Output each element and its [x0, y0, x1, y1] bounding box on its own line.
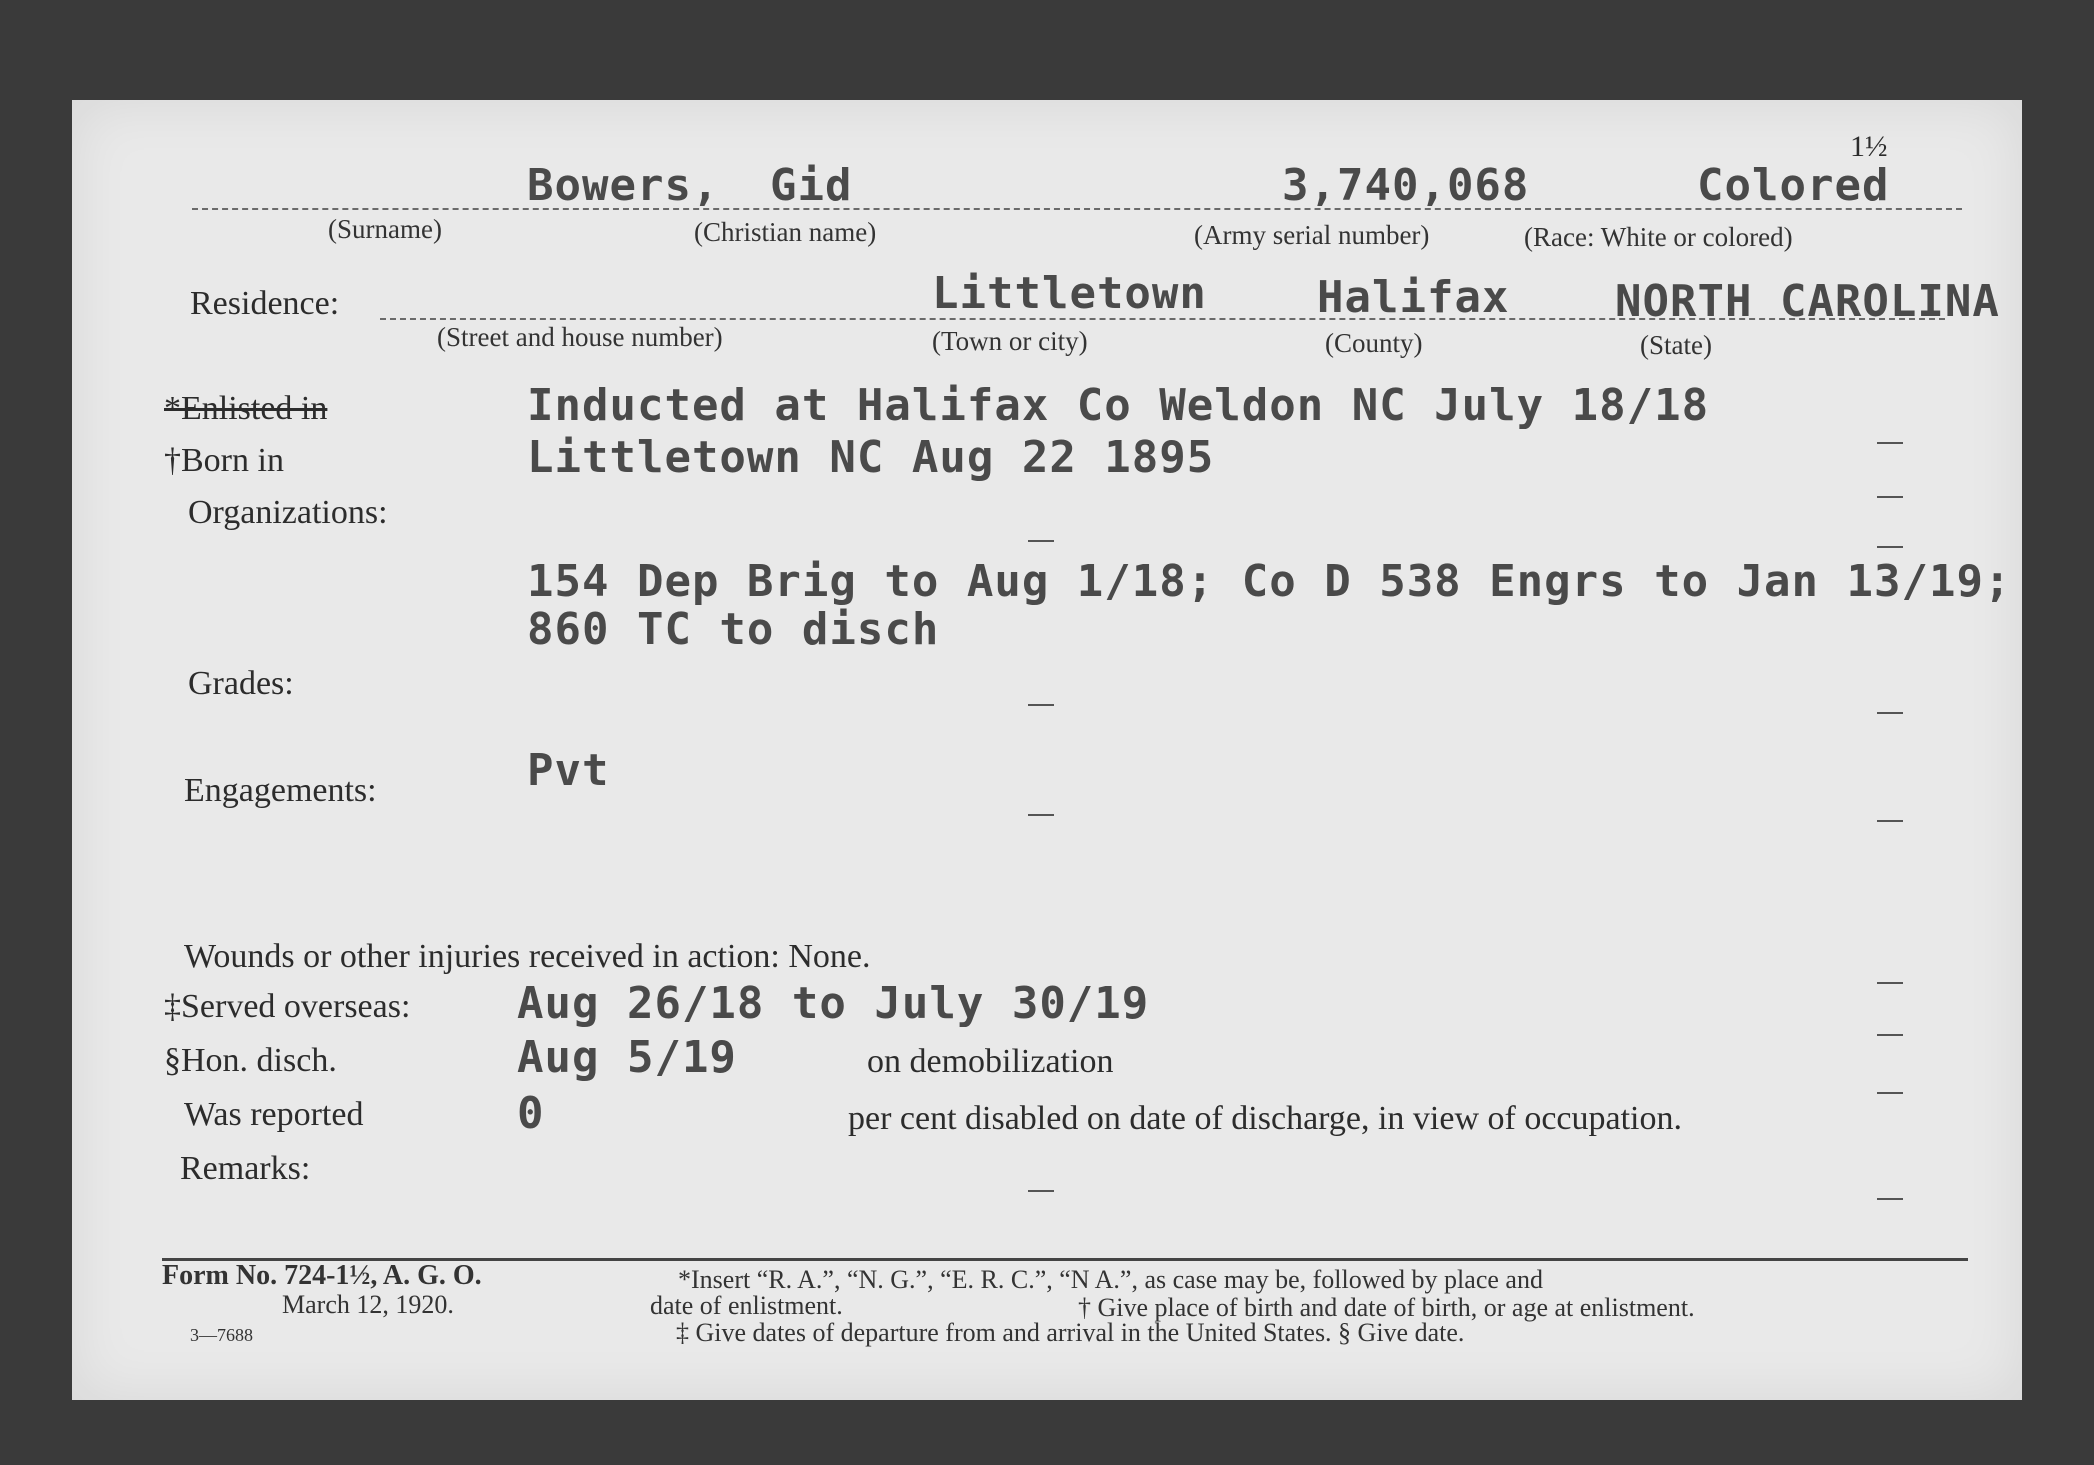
- residence-label: Residence:: [190, 285, 340, 322]
- county-caption: (County): [1325, 328, 1423, 358]
- organizations-end-dash: [1877, 546, 1903, 548]
- overseas-label: ‡Served overseas:: [164, 988, 411, 1025]
- grades-label: Grades:: [188, 665, 294, 702]
- disch-value: Aug 5/19: [517, 1032, 737, 1083]
- disch-label: §Hon. disch.: [164, 1042, 337, 1079]
- serial-caption: (Army serial number): [1194, 220, 1430, 250]
- disch-note: on demobilization: [867, 1043, 1114, 1080]
- organizations-value-line2: 860 TC to disch: [527, 604, 940, 655]
- organizations-mid-dash: [1028, 540, 1054, 542]
- enlisted-label: *Enlisted in: [164, 390, 328, 427]
- county-value: Halifax: [1317, 272, 1510, 323]
- street-caption: (Street and house number): [437, 322, 723, 352]
- form-date: March 12, 1920.: [282, 1290, 454, 1319]
- record-card: [72, 100, 2022, 1400]
- engagements-mid-dash: [1028, 814, 1054, 816]
- serial-number-value: 3,740,068: [1282, 160, 1530, 211]
- form-code: 3—7688: [190, 1325, 253, 1345]
- residence-line: [380, 318, 1945, 320]
- reported-label: Was reported: [184, 1096, 364, 1133]
- grades-mid-dash: [1028, 704, 1054, 706]
- state-caption: (State): [1640, 330, 1712, 360]
- engagements-end-dash: [1877, 820, 1903, 822]
- reported-note: per cent disabled on date of discharge, in view of occupation.: [848, 1100, 1682, 1137]
- overseas-end-dash: [1877, 982, 1903, 984]
- footnote-birth: † Give place of birth and date of birth, or age at enlistment.: [1078, 1293, 1695, 1322]
- state-value: NORTH CAROLINA: [1615, 276, 2000, 327]
- race-caption: (Race: White or colored): [1524, 222, 1793, 252]
- remarks-mid-dash: [1028, 1190, 1054, 1192]
- town-caption: (Town or city): [932, 326, 1088, 356]
- remarks-label: Remarks:: [180, 1150, 311, 1187]
- disch-end-dash: [1877, 1034, 1903, 1036]
- wounds-value: None.: [788, 938, 871, 975]
- inducted-value: Inducted at Halifax Co Weldon NC July 18/18: [527, 380, 1710, 431]
- footnote-enlistment: date of enlistment.: [650, 1291, 843, 1320]
- name-row-line: [192, 208, 1962, 210]
- corner-mark: 1½: [1850, 130, 1888, 163]
- born-end-dash: [1877, 496, 1903, 498]
- christian-name-caption: (Christian name): [694, 217, 877, 247]
- surname-caption: (Surname): [328, 214, 442, 244]
- reported-value: 0: [517, 1088, 545, 1139]
- surname-value: Bowers,: [527, 160, 720, 211]
- wounds-label: Wounds or other injuries received in action: None.: [184, 938, 871, 975]
- christian-name-value: Gid: [770, 160, 853, 211]
- engagements-label: Engagements:: [184, 772, 377, 809]
- born-label: †Born in: [164, 442, 284, 479]
- organizations-label: Organizations:: [188, 494, 388, 531]
- organizations-value-line1: 154 Dep Brig to Aug 1/18; Co D 538 Engrs to Jan 13/19;: [527, 556, 2012, 607]
- town-value: Littletown: [932, 268, 1207, 319]
- overseas-value: Aug 26/18 to July 30/19: [517, 978, 1150, 1029]
- reported-end-dash: [1877, 1092, 1903, 1094]
- footnote-overseas: ‡ Give dates of departure from and arrival in the United States. § Give date.: [676, 1318, 1465, 1347]
- footnote-insert: *Insert “R. A.”, “N. G.”, “E. R. C.”, “N A.”, as case may be, followed by place and: [678, 1265, 1543, 1294]
- form-number: Form No. 724-1½, A. G. O.: [162, 1260, 482, 1291]
- remarks-end-dash: [1877, 1198, 1903, 1200]
- race-value: Colored: [1697, 160, 1890, 211]
- grades-end-dash: [1877, 712, 1903, 714]
- born-value: Littletown NC Aug 22 1895: [527, 432, 1215, 483]
- enlisted-end-dash: [1877, 442, 1903, 444]
- grade-value: Pvt: [527, 745, 610, 796]
